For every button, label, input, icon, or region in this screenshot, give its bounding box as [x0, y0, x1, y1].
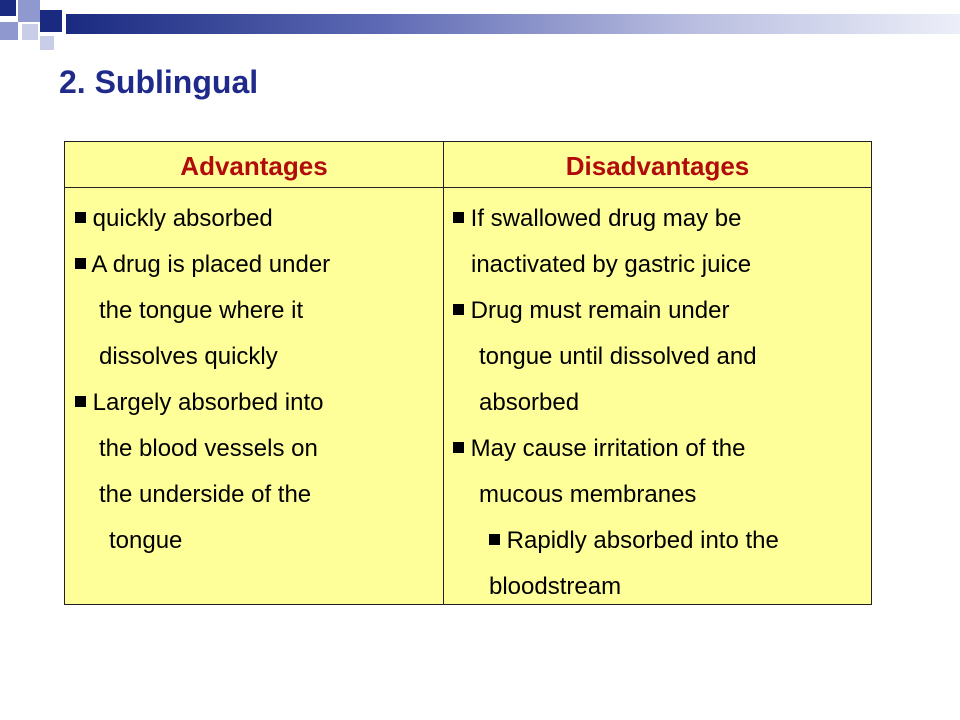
list-item	[453, 472, 779, 518]
decor-square	[0, 0, 16, 16]
decor-square	[40, 10, 62, 32]
list-item-text: inactivated by gastric juice	[471, 251, 752, 278]
list-item-text: tongue	[109, 527, 183, 554]
comparison-table	[64, 141, 872, 605]
list-item	[453, 426, 779, 472]
list-item-text: dissolves quickly	[99, 343, 278, 370]
list-item-text: tongue until dissolved and	[479, 343, 757, 370]
square-bullet-icon	[75, 258, 86, 269]
list-item	[75, 472, 330, 518]
list-item-text: bloodstream	[489, 573, 622, 600]
header-gradient-bar	[66, 14, 960, 34]
list-item	[75, 288, 330, 334]
advantages-column	[75, 196, 330, 564]
list-item	[453, 242, 779, 288]
list-item	[75, 380, 330, 426]
list-item	[75, 334, 330, 380]
list-item-text: the underside of the	[99, 481, 312, 508]
list-item-text: Drug must remain under	[470, 297, 730, 324]
list-item	[75, 426, 330, 472]
list-item-text: mucous membranes	[479, 481, 697, 508]
disadvantages-column	[453, 196, 779, 610]
decor-square	[18, 0, 40, 22]
list-item	[75, 518, 330, 564]
list-item-text: A drug is placed under	[91, 251, 331, 278]
square-bullet-icon	[75, 396, 86, 407]
square-bullet-icon	[453, 212, 464, 223]
header-divider	[65, 187, 871, 188]
list-item	[453, 380, 779, 426]
decor-square	[0, 22, 18, 40]
list-item-text: If swallowed drug may be	[470, 205, 742, 232]
list-item-text: the tongue where it	[99, 297, 304, 324]
decor-square	[40, 36, 54, 50]
square-bullet-icon	[453, 442, 464, 453]
list-item-text: May cause irritation of the	[470, 435, 746, 462]
list-item-text: absorbed	[479, 389, 580, 416]
list-item	[453, 334, 779, 380]
header-advantages: Advantages	[180, 151, 328, 181]
list-item	[453, 564, 779, 610]
column-divider	[443, 142, 444, 604]
list-item-text: quickly absorbed	[92, 205, 273, 232]
slide-title: 2. Sublingual	[59, 64, 259, 100]
list-item	[453, 196, 779, 242]
list-item-text: Rapidly absorbed into the	[506, 527, 779, 554]
list-item	[453, 288, 779, 334]
list-item	[75, 196, 330, 242]
square-bullet-icon	[489, 534, 500, 545]
square-bullet-icon	[75, 212, 86, 223]
decor-square	[22, 24, 38, 40]
list-item-text: Largely absorbed into	[92, 389, 324, 416]
list-item	[453, 518, 779, 564]
list-item	[75, 242, 330, 288]
square-bullet-icon	[453, 304, 464, 315]
list-item-text: the blood vessels on	[99, 435, 318, 462]
header-disadvantages: Disadvantages	[565, 151, 750, 181]
